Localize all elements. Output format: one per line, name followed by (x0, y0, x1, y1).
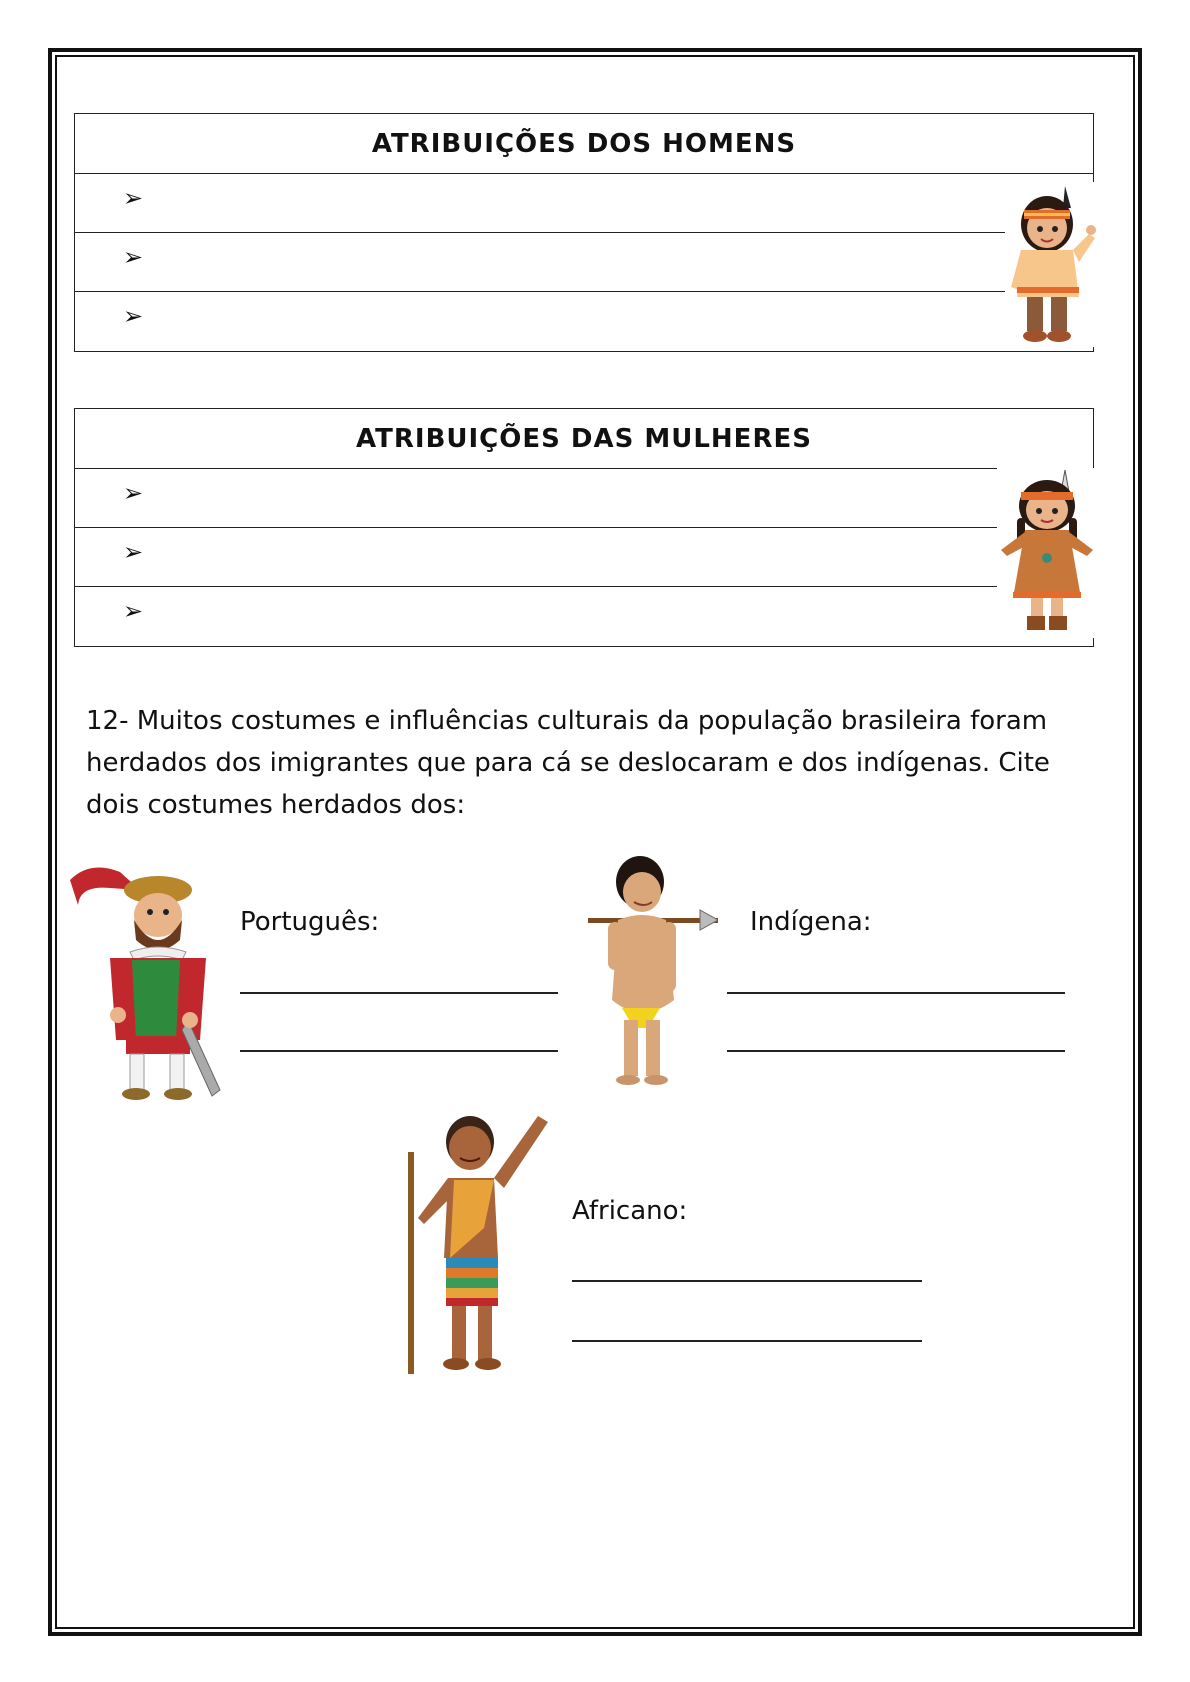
african-illustration (398, 1108, 558, 1378)
table-row[interactable] (75, 587, 1093, 646)
arrow-bullet-icon: ➢ (123, 597, 144, 625)
table-row[interactable] (75, 528, 1093, 587)
native-girl-illustration (997, 468, 1097, 638)
africano-label: Africano: (572, 1196, 688, 1226)
portugues-answer-line-1[interactable] (240, 992, 558, 994)
table-row[interactable] (75, 174, 1093, 233)
table-row[interactable] (75, 469, 1093, 528)
indigena-label: Indígena: (750, 907, 872, 937)
arrow-bullet-icon: ➢ (123, 184, 144, 212)
question-12: 12- Muitos costumes e influências culturais da população brasileira foram herdados dos imigrantes que para cá se deslocaram e dos indígenas. Cite dois costumes herdados dos: (86, 706, 1050, 820)
arrow-bullet-icon: ➢ (123, 243, 144, 271)
portugues-label: Português: (240, 907, 380, 937)
africano-answer-line-1[interactable] (572, 1280, 922, 1282)
table-men-title: ATRIBUIÇÕES DOS HOMENS (75, 114, 1093, 174)
native-boy-illustration (1005, 182, 1097, 347)
indigena-answer-line-1[interactable] (727, 992, 1065, 994)
arrow-bullet-icon: ➢ (123, 479, 144, 507)
table-row[interactable] (75, 233, 1093, 292)
arrow-bullet-icon: ➢ (123, 302, 144, 330)
portugues-answer-line-2[interactable] (240, 1050, 558, 1052)
portuguese-illustration (70, 860, 228, 1105)
indigenous-illustration (588, 850, 718, 1095)
arrow-bullet-icon: ➢ (123, 538, 144, 566)
table-men-attributions (74, 113, 1094, 352)
africano-answer-line-2[interactable] (572, 1340, 922, 1342)
indigena-answer-line-2[interactable] (727, 1050, 1065, 1052)
table-row[interactable] (75, 292, 1093, 351)
table-women-attributions (74, 408, 1094, 647)
table-women-title: ATRIBUIÇÕES DAS MULHERES (75, 409, 1093, 469)
